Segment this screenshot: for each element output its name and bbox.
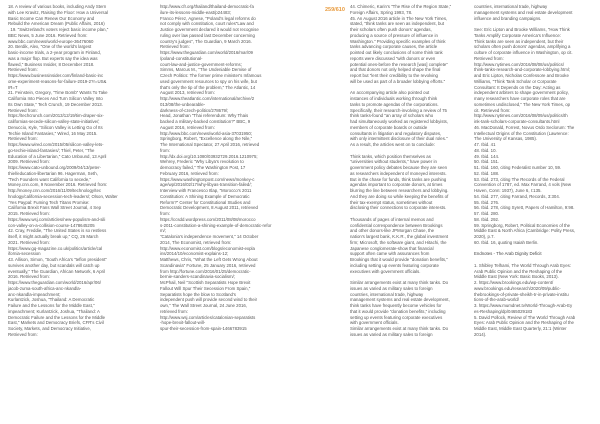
endnote-line: Intellectual Origins of the Constitution (Lawrence: — [474, 130, 569, 136]
endnote-line: East," Markets and Democracy Briefs, CFR's Civil — [8, 320, 104, 326]
endnote-line: Matthews, Chris, "What the Left Gets Wrong About — [160, 257, 258, 262]
endnote-line: February 2016, retrieved from: — [160, 170, 219, 176]
endnote-line: Interview with Francesco Itlap, "Morocco's 2011 — [160, 188, 252, 193]
endnote-line: Fallout Will Spur Their Secession From Spain," — [160, 285, 251, 291]
endnote-line: McPhail, Neil "Scottish Separatists Hope Brexit — [160, 280, 251, 285]
endnote-line: 57. Ibid. 280. — [474, 211, 500, 216]
endnote-line: Basic Income Can Renew Our Economy and — [8, 15, 95, 21]
endnote-line: Denuccio, Kyle, "Silicon Valley is Letting Go of Its — [8, 124, 103, 130]
endnote-line: californias-secede-silicon-valley-state-initiative/; — [8, 119, 100, 124]
endnote-line: go-techie-island-fantasies/; Thiel, Peter, "The — [8, 147, 95, 153]
endnote-line: setting up events featuring corporate executives — [350, 314, 443, 320]
endnote-line: August 2013, retrieved from: — [160, 90, 215, 96]
endnote-line: http://www.cfr.org/thailand/thailand-democratic-fa — [160, 4, 254, 9]
endnote-line: from: — [160, 211, 170, 216]
endnote-line: 2014). — [474, 331, 487, 337]
endnote-line: August 2016, retrieved from: — [160, 124, 215, 130]
endnote-line: https://www.washingtonpost.com/news/monkey-c — [160, 176, 255, 182]
endnote-line: "universities without students," have power in — [350, 159, 437, 165]
endnote-line: https://techcrunch.com/2013/12/19/tim-draper-six- — [8, 113, 104, 119]
endnote-line: management systems and real estate development, — [350, 297, 450, 303]
endnote-line: agendas important to corporate donors, at times — [350, 182, 443, 188]
endnote-line: m/; — [160, 228, 167, 234]
endnote-line: https://www.gq-magazine.co.uk/politics/article/cal — [8, 245, 103, 251]
endnote-line: that it would provide "donation benefits," including — [350, 308, 446, 314]
endnote-line: members of corporate boards or outside — [350, 124, 428, 130]
endnote-line: But in the chase for funds, think tanks are pushing — [350, 176, 447, 182]
endnote-line: support often came with assurances from — [350, 251, 430, 257]
endnote-line: 47. Ibid. 41 — [474, 142, 496, 147]
endnote-line: with government officials. — [350, 320, 399, 326]
endnote-line: Retrieved from: — [474, 55, 504, 61]
endnote-line: California Brexit Fans Wall Street Journal, 4 Sep — [8, 205, 102, 211]
endnote-line: https://www.wired.com/2015/05/silicon-valley-lets- — [8, 142, 104, 147]
endnote-line: their scholars often push donors' agendas, — [350, 27, 432, 32]
endnote-line: 3. https://www.mumdnet.tv/World-Through-Arab-Ey — [474, 303, 573, 308]
endnote-line: democracy failed," The Washington Post, 17 — [160, 165, 246, 170]
endnote-line: Similar arrangements exist at many think tanks. Do — [350, 326, 449, 331]
endnote-line: Endnotes - The Arab Dignity Deficit — [474, 251, 542, 257]
endnote-line: 50. Ibid. 151. — [474, 159, 500, 165]
endnote-line: 013/08/the-unbearable- — [160, 101, 206, 107]
endnote-line: s-2011-constitution-a-shining-example-of-democratic-refor — [160, 222, 272, 228]
endnote-line: government policy debates because they are seen — [350, 165, 448, 170]
endnote-line: Brookings that it would provide "donation benefits," — [350, 257, 448, 262]
endnote-line: basic-income trials, a 2-year program in Finland, — [8, 50, 101, 55]
endnote-line: Separatists hope the blow to Scotland's — [160, 291, 236, 297]
endnote-line: independent arbiters to shape government policy, — [474, 90, 569, 96]
endnote-line: 49. Ibid. 144. — [474, 153, 500, 159]
endnote-line: Franco Pérez, Agnese, "Poland's legal reforms do — [160, 15, 256, 21]
endnote-line: es-Reshaping/dp/0465029183 — [474, 308, 533, 314]
endnote-line: 2. https://www.brookings.edu/wp-content/ — [474, 280, 554, 285]
endnote-line: 21. Feinstein, Gregory, "Time Bomb" Wants To Take — [8, 90, 108, 96]
endnote-line: ins/2014/10/economist-explains-12; — [160, 251, 229, 257]
endnote-line: 43. Allison, Simon, "South Africa's "teflon president" — [8, 257, 107, 262]
endnote-line: executives with government officials. — [350, 268, 421, 274]
endnote-line: disclosing their connections to corporate interests. — [350, 205, 447, 211]
endnote-line: 51. Ibid. 160, citing Federalist number 10, 59. — [474, 165, 562, 170]
endnote-line: http://www.nytimes.com/2016/08/09/us/politics/th — [474, 113, 568, 119]
endnote-line: think tanks-found "an array of scholars who — [350, 113, 434, 119]
endnote-line: http://www.wsj.com/articles/catalonian-separatists — [160, 314, 256, 320]
endnote-line: influence and branding campaigns. — [474, 15, 542, 21]
endnote-line: potential ones-before the research [was] complete" — [350, 61, 448, 67]
endnote-line: ruling over law passed last December concerning — [160, 32, 255, 38]
endnote-line: 46. MacDonald, Forrest, Novus Ordo Seclorum: The — [474, 124, 575, 130]
endnote-line: issues as varied as military sales to foreign — [350, 285, 433, 291]
endnote-line: IR=T — [8, 84, 18, 90]
endnote-line: "Catalonia's independence movement," 14 October — [160, 234, 259, 239]
endnote-line: https://ccsdd.wordpress.com/2011/08/08/morocco — [160, 216, 256, 222]
endnote-line: Specifically, their research-involving a review of 75 — [350, 107, 447, 113]
endnote-line: Retrieved from: — [8, 136, 38, 142]
endnote-line: An accompanying article also pointed out — [350, 90, 430, 96]
endnote-line: https://www.cato-unbound.org/2009/04/13/peter- — [8, 165, 101, 170]
endnote-line: Retrieved from: — [8, 331, 38, 337]
endnote-line: as researchers independent of moneyed interests. — [350, 170, 447, 176]
endnote-line: country's judges", The Guardian, 9 March 2016. — [160, 38, 252, 44]
endnote-line: and other donors-like JPMorgan Chase, the — [350, 228, 435, 234]
endnote-line: impeachment; Kurlantzick, Joshua, "Thailand: A — [8, 308, 100, 314]
endnote-line: https://www.wsj.com/articles/new-populism-and-sili — [8, 216, 106, 222]
endnote-line: confidential correspondence between Brookings — [350, 222, 443, 228]
endnote-line: nation's largest bank, K.K.R., the global investment — [350, 234, 449, 239]
endnote-line: http://money.cnn.com/2016/11/09/technology/tec — [8, 188, 102, 193]
endnote-line: Eyes: Arab Public Opinion and the Reshaping of the — [474, 320, 574, 326]
endnote-line: https://www.businessinsider.com/finland-basic-inc — [8, 73, 104, 78]
endnote-line: 59. Springborg, Robert, Political Economies of the — [474, 222, 571, 228]
endnote-line: Japanese conglomerate-show that financial — [350, 245, 434, 251]
endnote-line: "Yes Paypal: Fuming Tech Titans Promise: — [8, 199, 90, 205]
endnote-line: with only intermittent disclosure of their dual roles." — [350, 136, 448, 142]
endnote-line: 55. Ibid. 276. — [474, 199, 500, 205]
endnote-line: 54. Ibid. 277, citing Farrand, Records, 3:304. — [474, 193, 560, 199]
endnote-line: countries, international trade, highway — [474, 4, 548, 9]
endnote-line: Justice government declared it would not recognise — [160, 27, 259, 32]
endnote-line: http://www.economist.com/blogs/economist-expla — [160, 245, 255, 251]
endnote-line: Retrieved from: — [8, 67, 38, 73]
endnote-line: report but "lent their credibility to the revolving — [350, 73, 438, 78]
endnote-line: Washington." Providing specific examples of think — [350, 38, 446, 44]
endnote-line: survives another day, but scandals will catch up — [8, 262, 100, 268]
endnote-line: will be used as part of a broader lobbying efforts." — [350, 78, 446, 84]
endnote-line: including setting up events featuring corporate — [350, 262, 439, 268]
endnote-line: pointed out likely conclusions of some think tank — [350, 50, 443, 55]
endnote-line: 60. Ibid. 16, quoting Isaiah Berlin. — [474, 239, 539, 245]
endnote-line: 2020), p.7. — [474, 234, 495, 239]
endnote-line: 58. Ibid. 292. — [474, 216, 500, 222]
endnote-line: 1. Shibley Telhami, The World Through Arab Eyes: — [474, 262, 571, 268]
endnote-line: ome-experiment-reasons-for-failure-2019-2?r=US& — [8, 78, 107, 84]
endnote-line: Convention of 1787, ed. Max Farrand, 4 vols (New — [474, 182, 572, 188]
endnote-line: Failure and the Lessons for the Middle East," — [8, 303, 95, 308]
endnote-line: from http://fortune.com/2016/01/25/democratic- — [160, 268, 251, 274]
endnote-line: As a result, the articles went on to conclude: — [350, 142, 435, 147]
endnote-line: Constitution: A Shining Example of Democratic — [160, 193, 250, 199]
endnote-line: 56. Ibid. 278, citing Syrett, Papers of Hamilton, 9:98. — [474, 205, 575, 211]
endnote-line: Education of a Libertarian," Cato Unbound, 13 April — [8, 153, 107, 159]
endnote-line: management systems and real estate development — [474, 9, 573, 15]
endnote-line: 5. David Pollock, Review of The World Through Arab — [474, 314, 576, 320]
endnote-line: tions-of-the-arab-world/ — [474, 297, 519, 303]
endnote-line: www.brookings.edu/research/2020/09/public- — [474, 285, 561, 291]
endnote-line: The University of Kansas, 1985). — [474, 136, 538, 142]
endnote-line: Tanks Amplify Corporate America's Influence: — [474, 32, 562, 38]
endnote-line: Haven, Conn: 1937), June 6, I:135. — [474, 188, 542, 193]
endnote-line: "Tech Founders want California to secede," — [8, 176, 92, 182]
endnote-line: 2021. Retrieved from: — [8, 239, 50, 245]
endnotes-column-3 — [350, 4, 468, 422]
endnote-line: itself, it might actually break up," CQ, 26 March — [8, 234, 99, 239]
endnote-line: https://www.theguardian.com/world/2016/apr/06/ — [8, 280, 101, 285]
endnote-line: Think tanks, which position themselves as — [350, 153, 431, 159]
endnote-line: /poland-constitutional- — [160, 55, 203, 61]
endnote-line: eventually," The Guardian, African Network, 6 April — [8, 268, 105, 274]
endnote-line: hnology/california-secession-tech-leaders/; Olson, Walter — [8, 193, 118, 199]
endnote-line: The International Spectator, 27 April 2016, retrieved — [160, 142, 260, 147]
endnote-line: Wehrey, Frederic "Why Libya's revolution to — [160, 159, 244, 165]
endnotes-column-4 — [474, 4, 594, 422]
endnote-line: Simms, Marcus M., "The Undeniable Demise of — [160, 67, 252, 73]
endnote-line: scholars often push donors' agendas, amplifying a — [474, 44, 571, 50]
endnote-line: with Lee Kravitz, Raising the Floor: How a Universal — [8, 9, 108, 15]
endnote-line: and that donors not only helped shape the final — [350, 67, 441, 73]
endnote-line: from: — [160, 147, 170, 153]
endnote-line: their tax-exempt status, sometimes without — [350, 199, 433, 205]
endnote-line: Consultant: It Depends on the Day: Acting as — [474, 84, 561, 90]
endnote-line: own," The Wall Street Journal, 24 June 2016, — [160, 303, 248, 308]
endnote-line: -hope-brexit-fallout-will- — [160, 320, 206, 326]
endnote-line: Think tanks are seen as independent, but their — [474, 38, 564, 44]
endnotes-column-1 — [8, 4, 158, 422]
endnote-line: 45. An August 2016 article in The New York Times, — [350, 15, 448, 21]
endnote-line: 18. A review of various books, including Andy Stern — [8, 4, 107, 9]
endnote-line: ilure-its-lessons-middle-east/p24483; — [160, 9, 231, 15]
endnote-line: http://www.nytimes.com/2016/08/08/us/politics/ — [474, 61, 565, 67]
endnote-line: Reform?" Center for Constitutional Studies and — [160, 199, 251, 205]
endnote-line: backed a military-backed constitution?" BBC, 9 — [160, 119, 251, 124]
endnote-line: Similar arrangements exist at many think tanks. Do — [350, 280, 449, 285]
endnote-line: Its Own State," Tech Crunch, 19 December 2013. — [8, 101, 103, 107]
endnote-line: spur-their-secession-from-spain-1466783915 — [160, 326, 247, 331]
endnote-line: Arab Public Opinion and the Reshaping of the — [474, 268, 563, 274]
endnote-line: was a major flop. But experts say the idea was — [8, 55, 98, 61]
endnote-line: 44. Chimeric, Karin's "The Rise of the Region State," — [350, 4, 452, 9]
endnote-line: 53. Ibid. 273, citing The Records of the Federal — [474, 176, 565, 182]
endnote-line: Democratic Development, 8 August 2011, retrieved — [160, 205, 258, 211]
endnote-line: . 19. "Switzerland's voters reject basic income plan," — [8, 27, 109, 32]
endnote-line: tanks advancing corporate causes, the article — [350, 44, 438, 50]
endnote-line: https://www.theguardian.com/world/2016/mar/09 — [160, 50, 253, 55]
endnote-line: independent push will provide second wind to their — [160, 297, 258, 303]
endnote-line: BBC News, 5 June 2016. Retrieved from: — [8, 32, 88, 38]
endnote-line: www.bbc.com/news/world-europe-36476060 — [8, 38, 94, 44]
endnote-line: ink-tank-scholars-corporate-consultants.html — [474, 119, 560, 124]
endnote-line: think-tanks-research-and-corporate-lobbying.html; — [474, 67, 571, 73]
endnote-line: thiel/education-libertarian 96. Hagerman, Seth, — [8, 170, 98, 176]
endnote-line: 42. Cray, Freddie, "The United States is so restless — [8, 228, 107, 234]
endnote-line: Head, Jonathan "Thai referendum: Why Thais — [160, 113, 249, 119]
endnote-line: stated, "think tanks are seen as independent, but — [350, 21, 445, 27]
endnotes-column-2 — [160, 4, 320, 422]
endnote-line: jacob-zuma-south-africa-anc-nkandla- — [8, 285, 82, 291]
endnote-line: http://dx.doi.org/10.1080/03932729.2016.1210975; — [160, 153, 258, 159]
endnote-line: Retrieved from: — [160, 44, 190, 50]
endnote-line: Middle East (New York: Basic Books, 2013). — [474, 274, 559, 280]
endnote-line: issues as varied as military sales to foreign — [350, 331, 433, 337]
endnote-line: many researchers have corporate roles that are — [474, 96, 566, 101]
endnote-line: Democratic Failure and the Lessons for the Middle — [8, 314, 106, 320]
endnote-line: used government resources to spy on his wife, but — [160, 78, 257, 84]
endnote-line: Money.cnn.com, 9 November 2016. Retrieved from: — [8, 182, 108, 188]
endnote-line: and Eric Lipton, Nicholas Confessore and Brooke — [474, 73, 569, 78]
endnote-line: blurring the line between researchers and lobbying. — [350, 188, 449, 193]
endnote-line: Williams, "Think Tank Scholar or Corporate — [474, 78, 557, 84]
endnote-line: Foreign Affairs, Spring 1993, 78. — [350, 9, 413, 15]
endnote-line: countries, international trade, highway — [350, 291, 424, 297]
endnote-line: had simultaneously worked as registered lobbyists, — [350, 119, 449, 124]
endnote-line: 2015. Retrieved from: — [8, 211, 50, 216]
endnote-line: And they are doing so while keeping the benefits of — [350, 193, 449, 199]
endnote-line: anc-nkandla-impeachment; — [8, 291, 61, 297]
endnote-line: not comply with constitution, court rules"Law and — [160, 21, 254, 27]
endnote-line: Rebuild the American Dream (Public Affairs, 2016) — [8, 21, 105, 27]
endnote-line: culture of corporate influence in Washington, op cit. — [474, 50, 573, 55]
endnote-line: Scandinavia" Fortune, 25 January 2016, retrieved — [160, 262, 256, 268]
endnote-line: 2009. Retrieved from: — [8, 159, 50, 165]
endnote-line: flawed," Business Insider, 8 December 2018. — [8, 61, 95, 67]
endnote-line: Middle East & North Africa (Cambridge: Polity Press, — [474, 228, 576, 234]
endnote-line: sometimes undisclosed," The New York Times, op — [474, 101, 571, 107]
endnote-line: Kurlantzick, Joshua, "Thailand: A Democratic — [8, 297, 95, 303]
endnote-line: Retrieved from: — [8, 107, 38, 113]
endnote-line: See: Eric Lipton and Brooke Williams, "How Think — [474, 27, 570, 32]
endnote-line: con-valley-on-a-collision-course-1478645205 — [8, 222, 95, 228]
endnote-line: bernie-sanders-scandinavia-socialism/; — [160, 274, 236, 280]
endnote-line: Springborg, Robert, "Excellence along the Nile," — [160, 136, 253, 142]
endnote-line: think tanks have frequently become vehicles for — [350, 303, 442, 308]
endnote-line: Society, Markets, and Democracy Initiative, — [8, 326, 91, 331]
endnote-line: thebrookings-of-private-sheikh-tr-in-private-institu — [474, 291, 569, 297]
endnote-line: http://www.theatlantic.com/international/archive/2 — [160, 96, 255, 101]
endnote-line: California Into Pieces And Turn Silicon Valley Into — [8, 96, 103, 101]
endnote-line: 20. Berdik, Alex, "One of the world's largest — [8, 44, 92, 50]
endnote-line: 48. Ibid. 10. — [474, 147, 497, 153]
endnote-line: tanks to promote agendas of the corporations. — [350, 101, 439, 107]
endnote-line: court-law-and-justice-government-reforms; — [160, 61, 242, 67]
endnote-line: darkness-of-czech-politics/278679/; — [160, 107, 229, 113]
endnote-line: http://www.bbc.com/news/world-asia-37031950; — [160, 130, 252, 136]
endnote-line: 2014, The Economist, retrieved from: — [160, 239, 232, 245]
endnote-line: Thousands of pages of internal memos and — [350, 216, 434, 222]
endnote-line: 52. Ibid. 188. — [474, 170, 500, 176]
endnote-line: producing a source of pressure of influence in — [350, 32, 438, 38]
page-number: 259/610 — [325, 7, 345, 13]
endnote-line: cit. Retrieved from: — [474, 107, 511, 113]
endnote-line: Techie Island Fantasies," Wired, 16 May 2015. — [8, 130, 98, 136]
endnote-line: consultants in litigation and regulatory disputes, — [350, 130, 442, 136]
endnote-line: firm; Microsoft, the software giant, and Hitachi, the — [350, 239, 447, 245]
endnote-line: that's only the tip of the problem," The Atlantic, 14 — [160, 84, 256, 90]
endnote-line: age/wp/2016/02/17/why-libyas-transition-failed/; — [160, 182, 252, 188]
endnote-line: reports were discussed "with donors or even — [350, 55, 436, 61]
endnote-line: ifornia-secession — [8, 251, 41, 257]
endnote-line: retrieved from: — [160, 308, 189, 314]
endnote-line: Middle East, Middle East Quarterly, 21:1 (Winter — [474, 326, 567, 331]
endnote-line: instances of individuals working through think — [350, 96, 438, 101]
endnote-line: 2016. Retrieved from: — [8, 274, 50, 280]
endnote-line: Czech Politics: The former prime minister's Infamous — [160, 73, 262, 78]
